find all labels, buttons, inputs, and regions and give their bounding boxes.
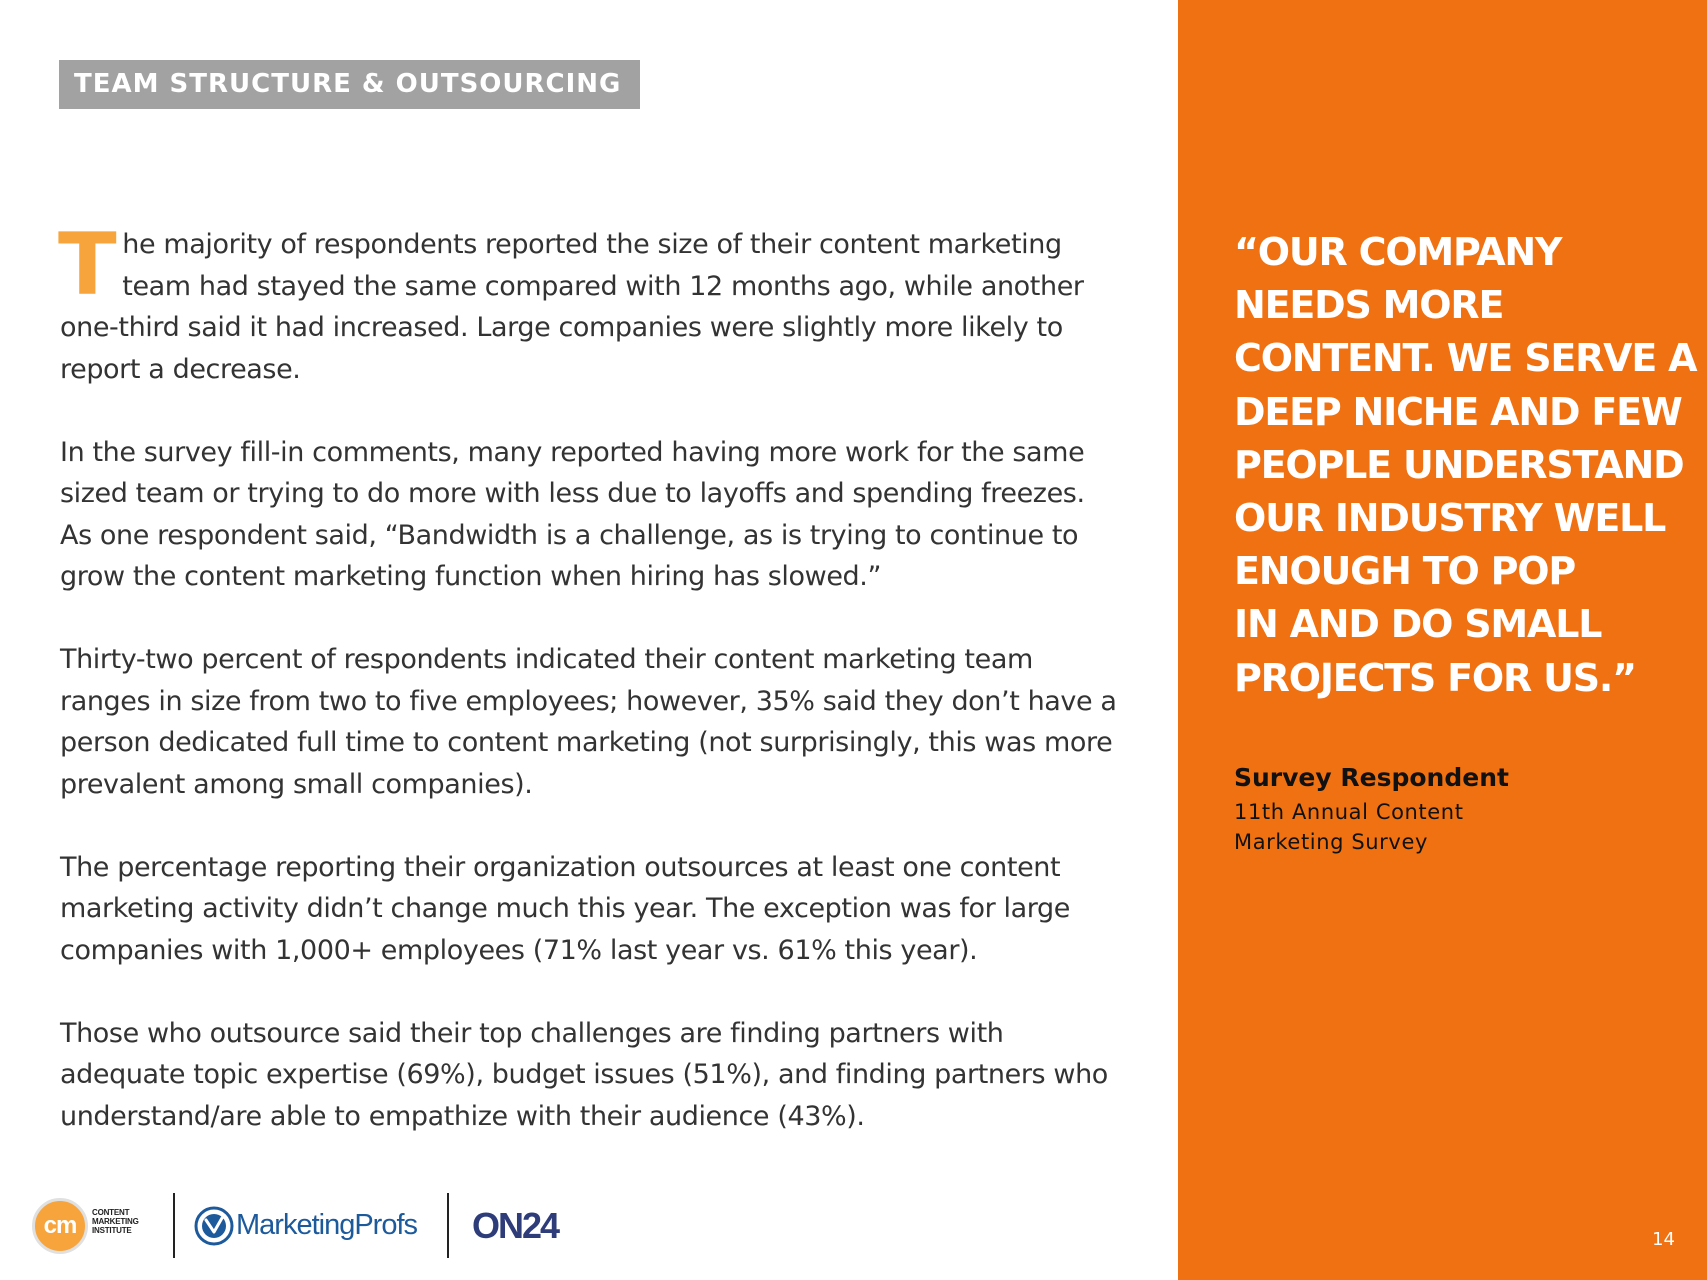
cmi-logo-line-1: CONTENT — [92, 1208, 130, 1217]
paragraph-2: In the survey fill-in comments, many reported having more work for the same sized team or trying to do more with less due to layoffs and spending freezes. As one respondent said, “Bandwidth is a challenge, as is trying to continue to grow the content marketing function when hiring has slowed.” — [60, 436, 1085, 592]
quote-line: DEEP NICHE AND FEW — [1234, 389, 1682, 434]
paragraph-5: Those who outsource said their top challenges are finding partners with adequate topic expertise (69%), budget issues (51%), and finding partners who understand/are able to empathize with their audience (43%). — [60, 1017, 1108, 1132]
cmi-logo-line-3: INSTITUTE — [92, 1226, 132, 1235]
quote-attribution-name: Survey Respondent — [1234, 763, 1509, 792]
paragraph-3: Thirty-two percent of respondents indicated their content marketing team ranges in size from two to five employees; however, 35% said they don’t have a person dedicated full time to content marketing (not surprisingly, this was more prevalent among small companies). — [60, 644, 1117, 800]
marketingprofs-wordmark: MarketingProfs — [236, 1209, 418, 1241]
pull-quote — [1234, 226, 1697, 705]
quote-line: PROJECTS FOR US.” — [1234, 655, 1636, 700]
quote-line: ENOUGH TO POP — [1234, 549, 1576, 594]
cmi-logo-mark: cm — [32, 1198, 88, 1254]
dropcap: T — [58, 215, 117, 315]
marketingprofs-icon — [194, 1206, 234, 1246]
cmi-logo-text — [92, 1208, 172, 1235]
content-marketing-institute-logo — [32, 1198, 172, 1256]
logo-divider — [173, 1193, 175, 1258]
quote-line: “OUR COMPANY — [1234, 230, 1562, 274]
quote-line: PEOPLE UNDERSTAND — [1234, 442, 1684, 487]
quote-line: IN AND DO SMALL — [1234, 602, 1602, 647]
on24-logo: ON24 — [472, 1205, 559, 1246]
quote-line: OUR INDUSTRY WELL — [1234, 496, 1666, 541]
cmi-logo-line-2: MARKETING — [92, 1217, 139, 1226]
quote-attribution-source: 11th Annual Content Marketing Survey — [1234, 800, 1464, 854]
article-body — [58, 215, 1120, 1137]
paragraph-1-text: he majority of respondents reported the size of their content marketing team had stayed the same compared with 12 months ago, while another one-third said it had increased. Large companies were slightly more likely to report a decrease. — [60, 229, 1084, 385]
page-number: 14 — [1652, 1229, 1675, 1250]
quote-line: CONTENT. WE SERVE A — [1234, 336, 1697, 381]
quote-line: NEEDS MORE — [1234, 283, 1504, 328]
marketingprofs-logo — [194, 1204, 434, 1248]
logo-divider — [447, 1193, 449, 1258]
paragraph-1 — [58, 215, 1120, 390]
paragraph-4: The percentage reporting their organization outsources at least one content marketing activity didn’t change much this year. The exception was for large companies with 1,000+ employees (71% last year vs. 61% this year). — [60, 851, 1070, 966]
section-tag: TEAM STRUCTURE & OUTSOURCING — [59, 60, 640, 109]
footer-logos — [32, 1190, 592, 1260]
quote-sidebar — [1178, 0, 1707, 1280]
